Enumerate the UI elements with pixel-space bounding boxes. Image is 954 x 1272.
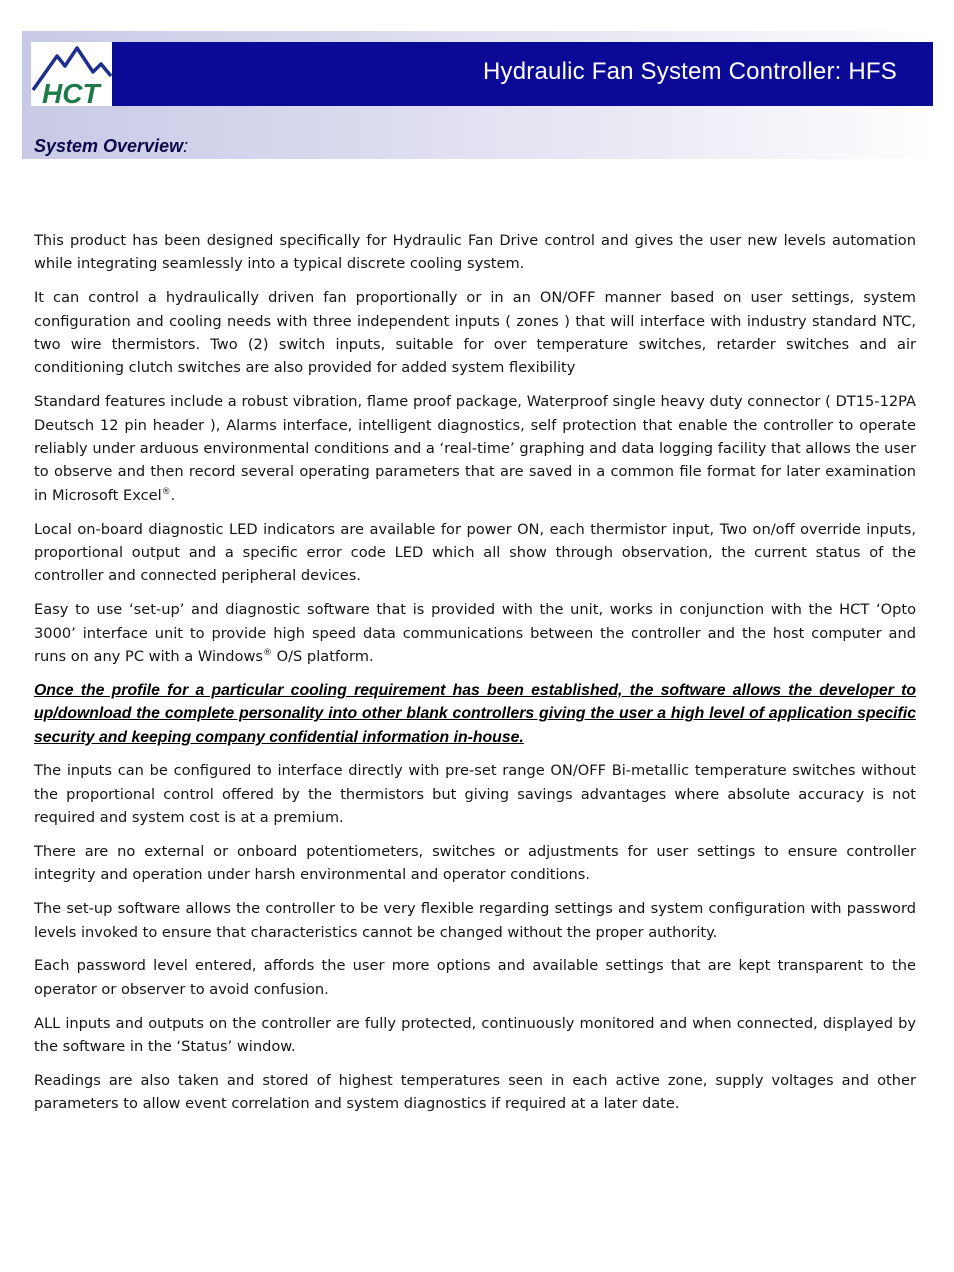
page-title: Hydraulic Fan System Controller: HFS <box>483 58 897 85</box>
paragraph-intro: This product has been designed specifically for Hydraulic Fan Drive control and gives the user new levels automation while integrating seamlessly into a typical discrete cooling system. <box>34 232 916 273</box>
section-heading <box>34 136 188 157</box>
paragraph-inputs: The inputs can be configured to interface directly with pre-set range ON/OFF Bi-metallic temperature switches without the proportional control offered by the thermistors but giving savings advantages where absolute accuracy is not required and system cost is at a premium. <box>34 762 916 827</box>
logo-text: HCT <box>42 78 100 106</box>
hct-logo <box>31 42 112 106</box>
paragraph-features <box>34 390 916 507</box>
overview-body <box>34 229 916 1126</box>
paragraph-software-end: O/S platform. <box>271 648 374 666</box>
paragraph-software <box>34 598 916 668</box>
title-bar <box>112 42 933 106</box>
paragraph-setup-software: The set-up software allows the controller to be very flexible regarding settings and system configuration with password levels invoked to ensure that characteristics cannot be changed without the proper authority. <box>34 900 916 941</box>
paragraph-diagnostic-leds: Local on-board diagnostic LED indicators are available for power ON, each thermistor input, Two on/off override inputs, proportional output and a specific error code LED which all show through observation, the current status of the controller and connected peripheral devices. <box>34 520 916 585</box>
section-heading-colon: : <box>183 136 189 156</box>
paragraph-readings: Readings are also taken and stored of highest temperatures seen in each active zone, supply voltages and other parameters to allow event correlation and system diagnostics if required at a later date. <box>34 1071 916 1113</box>
paragraph-software-text: Easy to use ‘set-up’ and diagnostic software that is provided with the unit, works in conjunction with the HCT ‘Opto 3000’ interface unit to provide high speed data communications between the controller and the host computer and runs on any PC with a Windows <box>34 601 916 666</box>
paragraph-control: It can control a hydraulically driven fan proportionally or in an ON/OFF manner based on user settings, system configuration and cooling needs with three independent inputs ( zones ) that will interface with industry standard NTC, two wire thermistors. Two (2) switch inputs, suitable for over temperature switches, retarder switches and air conditioning clutch switches are also provided for added system flexibility <box>34 289 916 377</box>
mountain-logo-icon <box>31 42 112 106</box>
registered-mark: ® <box>262 648 272 659</box>
paragraph-password-levels: Each password level entered, affords the user more options and available settings that are kept transparent to the operator or observer to avoid confusion. <box>34 957 916 998</box>
paragraph-no-potentiometers: There are no external or onboard potentiometers, switches or adjustments for user settings to ensure controller integrity and operation under harsh environmental and operator conditions. <box>34 843 916 884</box>
paragraph-features-text: Standard features include a robust vibration, flame proof package, Waterproof single heavy duty connector ( DT15-12PA Deutsch 12 pin header ), Alarms interface, intelligent diagnostics, self protection that enable the controller to operate reliably under arduous environmental conditions and a ‘real-time’ graphing and data logging facility that allows the user to observe and then record several operating parameters that are saved in a common file format for later examination in Microsoft Excel <box>34 393 916 504</box>
paragraph-profile-highlight: Once the profile for a particular cooling requirement has been established, the software allows the developer to up/download the complete personality into other blank controllers giving the user a high level of application specific security and keeping company confidential information in-house. <box>34 681 916 746</box>
registered-mark: ® <box>161 486 171 497</box>
paragraph-protection: ALL inputs and outputs on the controller are fully protected, continuously monitored and when connected, displayed by the software in the ‘Status’ window. <box>34 1014 916 1056</box>
paragraph-features-end: . <box>170 486 176 504</box>
section-heading-text: System Overview <box>34 136 184 156</box>
